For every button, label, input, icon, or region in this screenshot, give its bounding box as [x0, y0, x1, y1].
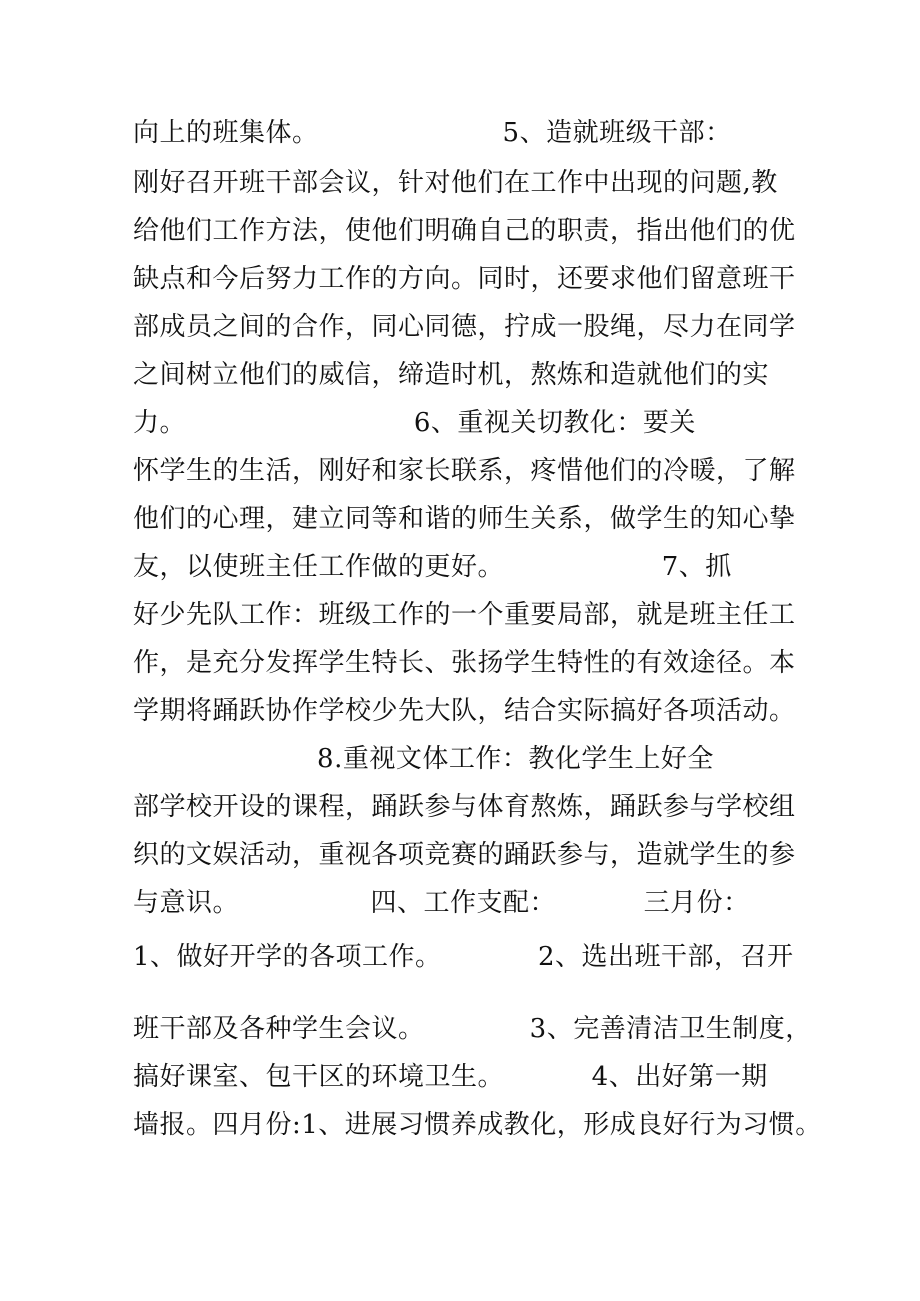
text-line: 怀学生的生活，刚好和家长联系，疼惜他们的冷暖，了解	[133, 456, 796, 486]
text-line: 学期将踊跃协作学校少先大队，结合实际搞好各项活动。	[133, 696, 796, 726]
text-line: 给他们工作方法，使他们明确自己的职责，指出他们的优	[133, 216, 796, 246]
text-line: 与意识。 四、工作支配： 三月份：	[133, 888, 750, 918]
text-line: 向上的班集体。 5、造就班级干部：	[133, 118, 732, 148]
text-line: 刚好召开班干部会议，针对他们在工作中出现的问题,教	[133, 168, 778, 198]
text-line: 部成员之间的合作，同心同德，拧成一股绳，尽力在同学	[133, 312, 796, 342]
text-line: 缺点和今后努力工作的方向。同时，还要求他们留意班干	[133, 264, 796, 294]
text-line: 作，是充分发挥学生特长、张扬学生特性的有效途径。本	[133, 648, 796, 678]
text-line: 部学校开设的课程，踊跃参与体育熬炼，踊跃参与学校组	[133, 792, 796, 822]
text-line: 墙报。四月份:1、进展习惯养成教化，形成良好行为习惯。	[133, 1110, 822, 1140]
text-line: 1、做好开学的各项工作。 2、选出班干部，召开	[133, 942, 794, 972]
text-line: 织的文娱活动，重视各项竞赛的踊跃参与，造就学生的参	[133, 840, 796, 870]
text-line: 之间树立他们的威信，缔造时机，熬炼和造就他们的实	[133, 360, 770, 390]
text-line: 班干部及各种学生会议。 3、完善清洁卫生制度，	[133, 1014, 812, 1044]
text-line: 他们的心理，建立同等和谐的师生关系，做学生的知心挚	[133, 504, 796, 534]
text-line: 力。 6、重视关切教化：要关	[133, 408, 696, 438]
text-line: 搞好课室、包干区的环境卫生。 4、出好第一期	[133, 1062, 768, 1092]
text-line: 友，以使班主任工作做的更好。 7、抓	[133, 552, 732, 582]
text-line: 8.重视文体工作：教化学生上好全	[133, 744, 714, 774]
text-line: 好少先队工作：班级工作的一个重要局部，就是班主任工	[133, 600, 796, 630]
